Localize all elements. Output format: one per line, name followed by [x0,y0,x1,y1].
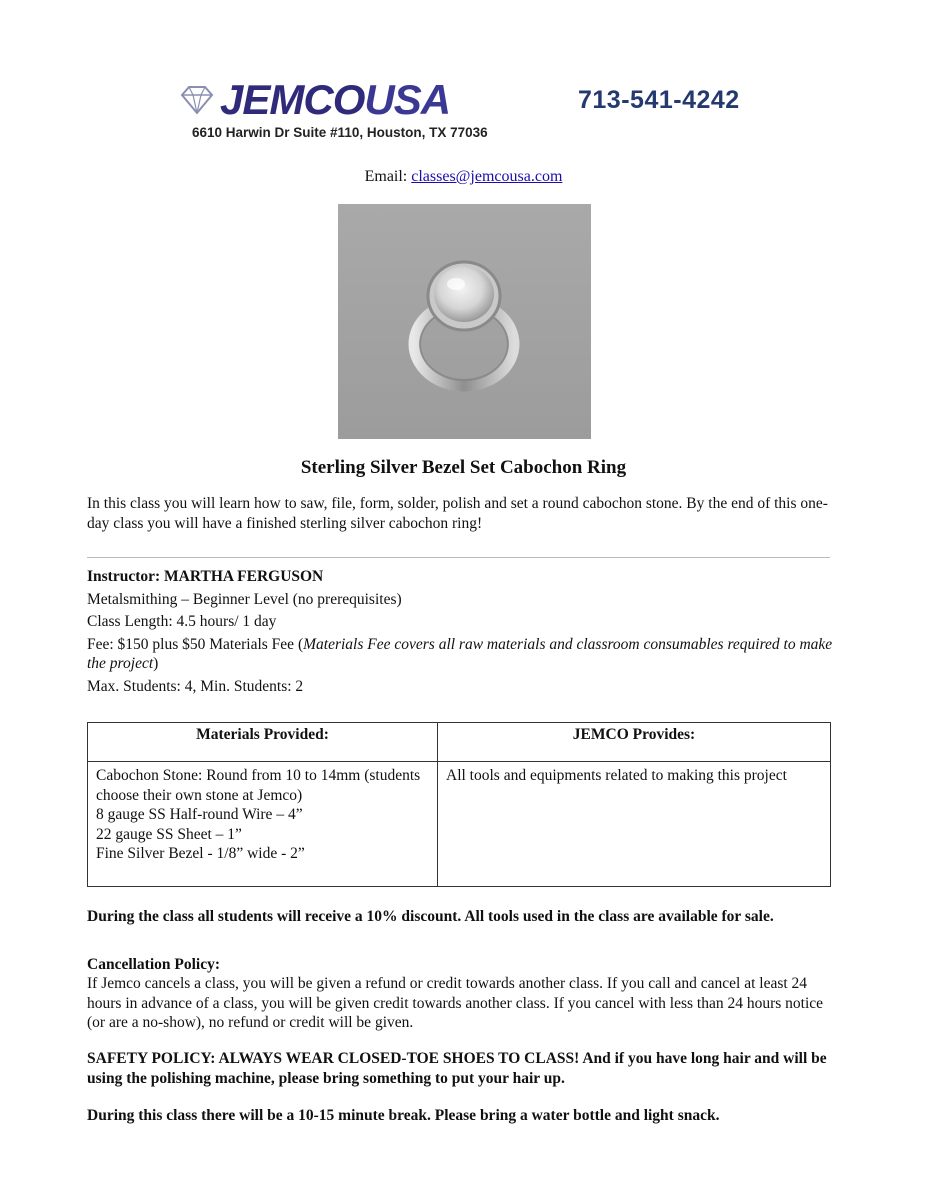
jemco-cell: All tools and equipments related to making this project [438,762,831,887]
material-item: Fine Silver Bezel - 1/8” wide - 2” [96,845,305,862]
logo-wordmark [220,78,450,122]
email-label: Email: [364,168,408,185]
logo [180,78,450,122]
materials-header: Materials Provided: [88,723,438,762]
class-students: Max. Students: 4, Min. Students: 2 [87,677,304,695]
material-item: 22 gauge SS Sheet – 1” [96,825,242,843]
jemco-header: JEMCO Provides: [438,723,831,762]
cancellation-text: If Jemco cancels a class, you will be given a refund or credit towards another class. If you call and cancel at least 24 hours in advance of a class, you will be given credit towards another class. If you cancel with less than 24 hours notice (or are a no-show), no refund or credit will be given. [87,975,824,1031]
class-title: Sterling Silver Bezel Set Cabochon Ring [300,457,627,478]
diamond-icon [180,85,214,115]
class-length: Class Length: 4.5 hours/ 1 day [87,613,277,630]
email-link[interactable]: classes@jemcousa.com [411,168,563,185]
cancellation-heading: Cancellation Policy: [87,956,221,973]
letterhead [180,78,760,148]
divider [87,557,830,558]
materials-table [87,722,831,887]
table-header-row [88,723,831,762]
safety-policy: SAFETY POLICY: ALWAYS WEAR CLOSED-TOE SHOES TO CLASS! And if you have long hair and will be using the polishing machine, please bring something to put your hair up. [87,1050,827,1087]
class-info [87,567,847,699]
materials-cell [88,762,438,887]
instructor: Instructor: MARTHA FERGUSON [87,568,324,585]
phone-number: 713-541-4242 [578,86,740,114]
class-intro: In this class you will learn how to saw, file, form, solder, polish and set a round cabochon stone. By the end of this one-day class you will have a finished sterling silver cabochon ring! [87,495,828,532]
material-item: Cabochon Stone: Round from 10 to 14mm (students choose their own stone at Jemco) [96,767,421,804]
discount-note: During the class all students will receive a 10% discount. All tools used in the class are available for sale. [87,908,774,925]
class-fee [87,635,847,674]
email-line [0,168,927,186]
fee-suffix: ) [153,655,159,672]
address: 6610 Harwin Dr Suite #110, Houston, TX 77036 [192,125,488,140]
break-note: During this class there will be a 10-15 minute break. Please bring a water bottle and light snack. [87,1107,720,1124]
table-row [88,762,831,887]
fee-note: Materials Fee covers all raw materials and classroom consumables required to make the project [87,635,833,672]
cancellation-policy [87,955,837,1032]
ring-photo [338,204,591,439]
material-item: 8 gauge SS Half-round Wire – 4” [96,806,303,823]
fee-prefix: Fee: $150 plus $50 Materials Fee ( [87,635,304,653]
class-level: Metalsmithing – Beginner Level (no prerequisites) [87,590,402,608]
logo-accent: USA [364,76,451,123]
logo-main: JEMCO [220,76,365,123]
